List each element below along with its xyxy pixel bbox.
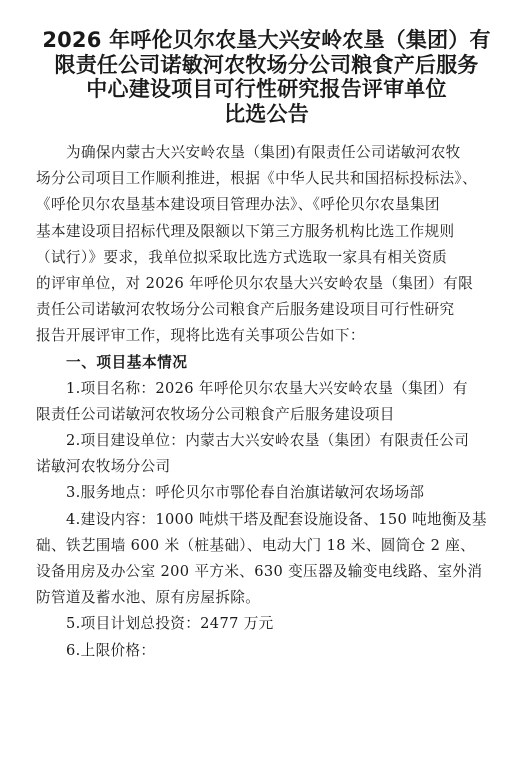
paragraph-line: （试行）》要求，我单位拟采取比选方式选取一家具有相关资质 — [36, 248, 448, 266]
paragraph-line: 场分公司项目工作顺利推进，根据《中华人民共和国招标投标法》、 — [36, 170, 478, 188]
item-line: 防管道及蓄水池、原有房屋拆除。 — [36, 589, 261, 607]
item-line: 4.建设内容：1000 吨烘干塔及配套设施设备、150 吨地衡及基 — [66, 510, 487, 528]
paragraph-line: 《呼伦贝尔农垦基本建设项目管理办法》、《呼伦贝尔农垦集团 — [36, 196, 440, 214]
title-line: 限责任公司诺敏河农牧场分公司粮食产后服务 — [54, 52, 479, 77]
item-line: 诺敏河农牧场分公司 — [36, 458, 171, 476]
paragraph-line: 基本建设项目招标代理及限额以下第三方服务机构比选工作规则 — [36, 222, 455, 240]
item-service-location — [36, 480, 497, 506]
section-heading: 一、项目基本情况 — [66, 353, 188, 371]
item-line: 2.项目建设单位：内蒙古大兴安岭农垦（集团）有限责任公司 — [66, 432, 470, 450]
paragraph-line: 报告开展评审工作，现将比选有关事项公告如下： — [36, 327, 365, 345]
item-line: 3.服务地点：呼伦贝尔市鄂伦春自治旗诺敏河农场场部 — [66, 484, 425, 502]
title-line: 比选公告 — [224, 101, 309, 126]
item-line: 限责任公司诺敏河农牧场分公司粮食产后服务建设项目 — [36, 405, 395, 423]
intro-paragraph — [36, 140, 497, 350]
document-title — [36, 28, 497, 126]
item-construction-content — [36, 507, 497, 612]
item-line: 6.上限价格： — [66, 641, 156, 659]
item-price-limit — [36, 638, 497, 664]
item-line: 1.项目名称：2026 年呼伦贝尔农垦大兴安岭农垦（集团）有 — [66, 379, 468, 397]
item-project-name — [36, 376, 497, 428]
title-line: 中心建设项目可行性研究报告评审单位 — [86, 77, 447, 101]
title-line: 2026 年呼伦贝尔农垦大兴安岭农垦（集团）有 — [42, 28, 491, 52]
paragraph-line: 为确保内蒙古大兴安岭农垦（集团)有限责任公司诺敏河农牧 — [66, 144, 461, 161]
paragraph-line: 责任公司诺敏河农牧场分公司粮食产后服务建设项目可行性研究 — [36, 301, 455, 319]
document-body — [36, 140, 497, 664]
item-total-investment — [36, 611, 497, 637]
item-construction-unit — [36, 428, 497, 480]
item-line: 设备用房及办公室 200 平方米、630 变压器及输变电线路、室外消 — [36, 563, 483, 580]
item-line: 5.项目计划总投资：2477 万元 — [66, 615, 274, 633]
item-line: 础、铁艺围墙 600 米（桩基础）、电动大门 18 米、圆筒仓 2 座、 — [36, 536, 476, 554]
paragraph-line: 的评审单位，对 2026 年呼伦贝尔农垦大兴安岭农垦（集团）有限 — [36, 274, 474, 292]
